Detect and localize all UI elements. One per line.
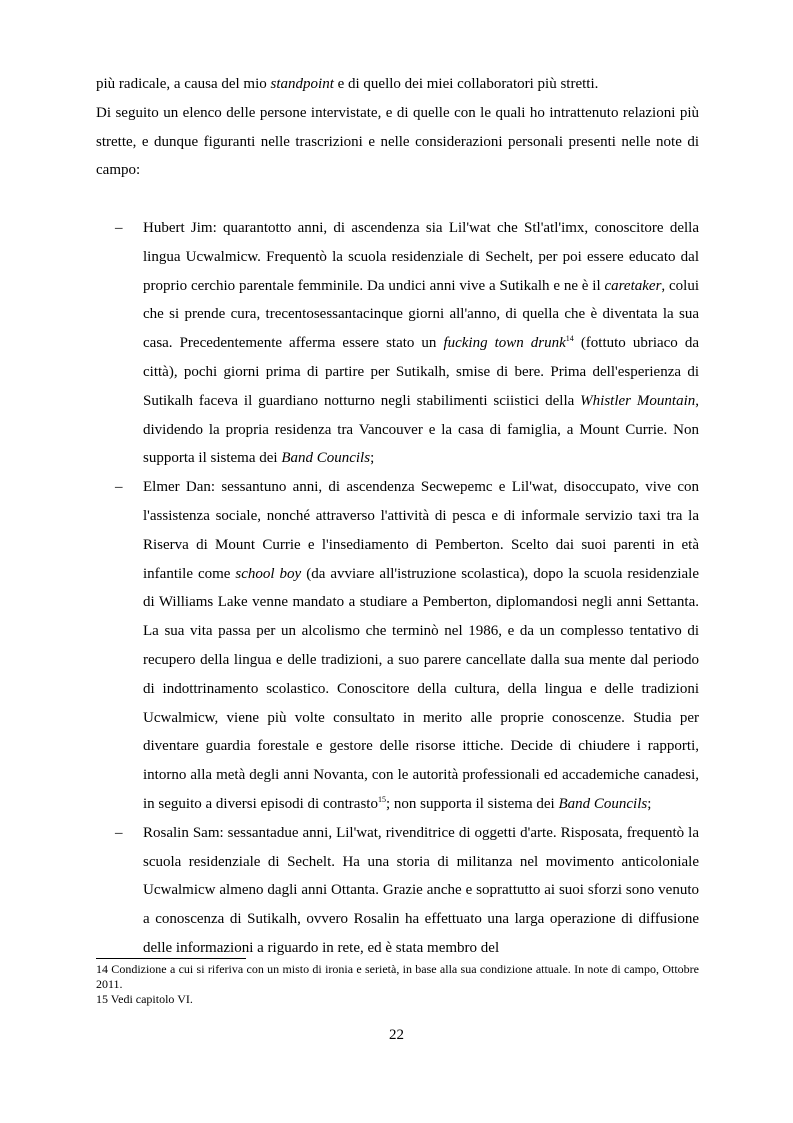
paragraph-gap <box>96 185 699 214</box>
dash-bullet: – <box>115 479 123 496</box>
body-text <box>96 70 699 963</box>
paragraph-intro-list: Di seguito un elenco delle persone intervistate, e di quelle con le quali ho intrattenuto relazioni più strette, e dunque figuranti nelle trascrizioni e nelle considerazioni personali presenti nelle note di campo: <box>96 104 699 179</box>
interviewee-list <box>96 214 699 963</box>
paragraph-continuation: più radicale, a causa del mio standpoint e di quello dei miei collaboratori più stretti. <box>96 76 599 92</box>
footnotes <box>96 962 699 1007</box>
dash-bullet: – <box>115 219 123 236</box>
page-number: 22 <box>389 1027 404 1043</box>
footnote-15: 15 Vedi capitolo VI. <box>96 992 193 1006</box>
list-item-rosalin-sam: – Rosalin Sam: sessantadue anni, Lil'wat, rivenditrice di oggetti d'arte. Risposata, frequentò la scuola residenziale di Sechelt. Ha una storia di militanza nel movimento anticoloniale Ucwalmicw almeno dagli anni Ottanta. Grazie anche e soprattutto ai suoi sforzi sono venuto a conoscenza di Sutikalh, ovvero Rosalin ha effettuato una larga operazione di diffusione delle informazioni a riguardo in rete, ed è stata membro del <box>96 819 699 963</box>
footnote-separator <box>96 958 246 959</box>
emphasis-standpoint: standpoint <box>270 76 334 92</box>
footnote-ref-15: 15 <box>377 794 386 804</box>
footnote-ref-14: 14 <box>565 334 574 344</box>
list-item-hubert-jim: – Hubert Jim: quarantotto anni, di ascendenza sia Lil'wat che Stl'atl'imx, conoscitore della lingua Ucwalmicw. Frequentò la scuola residenziale di Sechelt, per poi essere educato dal proprio cerchio parentale femminile. Da undici anni vive a Sutikalh e ne è il caretaker, colui che si prende cura, trecentosessantacinque giorni all'anno, di quella che è diventata la sua casa. Precedentemente afferma essere stato un fucking town drunk$^{14}$ (fottuto ubriaco da città), pochi giorni prima di partire per Sutikalh, smise di bere. Prima dell'esperienza di Sutikalh faceva il guardiano notturno negli stabilimenti sciistici della Whistler Mountain, dividendo la propria residenza tra Vancouver e la casa di famiglia, a Mount Currie. Non supporta il sistema dei Band Councils; <box>96 214 699 473</box>
footnote-14: 14 Condizione a cui si riferiva con un misto di ironia e serietà, in base alla sua condizione attuale. In note di campo, Ottobre 2011. <box>96 962 699 991</box>
dash-bullet: – <box>115 824 123 841</box>
list-item-elmer-dan: – Elmer Dan: sessantuno anni, di ascendenza Secwepemc e Lil'wat, disoccupato, vive con l'assistenza sociale, nonché attraverso l'attività di pesca e di informale servizio taxi tra la Riserva di Mount Currie e l'insediamento di Pemberton. Scelto dai suoi parenti in età infantile come school boy (da avviare all'istruzione scolastica), dopo la scuola residenziale di Williams Lake venne mandato a studiare a Pemberton, diplomandosi negli anni Settanta. La sua vita passa per un alcolismo che terminò nel 1986, e da un complesso tentativo di recupero della lingua e delle tradizioni, a suo parere cancellate dalla sua mente dal periodo di indottrinamento scolastico. Conoscitore della cultura, della lingua e delle tradizioni Ucwalmicw, viene più volte consultato in merito alle proprie conoscenze. Studia per diventare guardia forestale e gestore delle risorse ittiche. Decide di chiudere i rapporti, intorno alla metà degli anni Novanta, con le autorità professionali ed accademiche canadesi, in seguito a diversi episodi di contrasto$^{15}$; non supporta il sistema dei Band Councils; <box>96 473 699 819</box>
